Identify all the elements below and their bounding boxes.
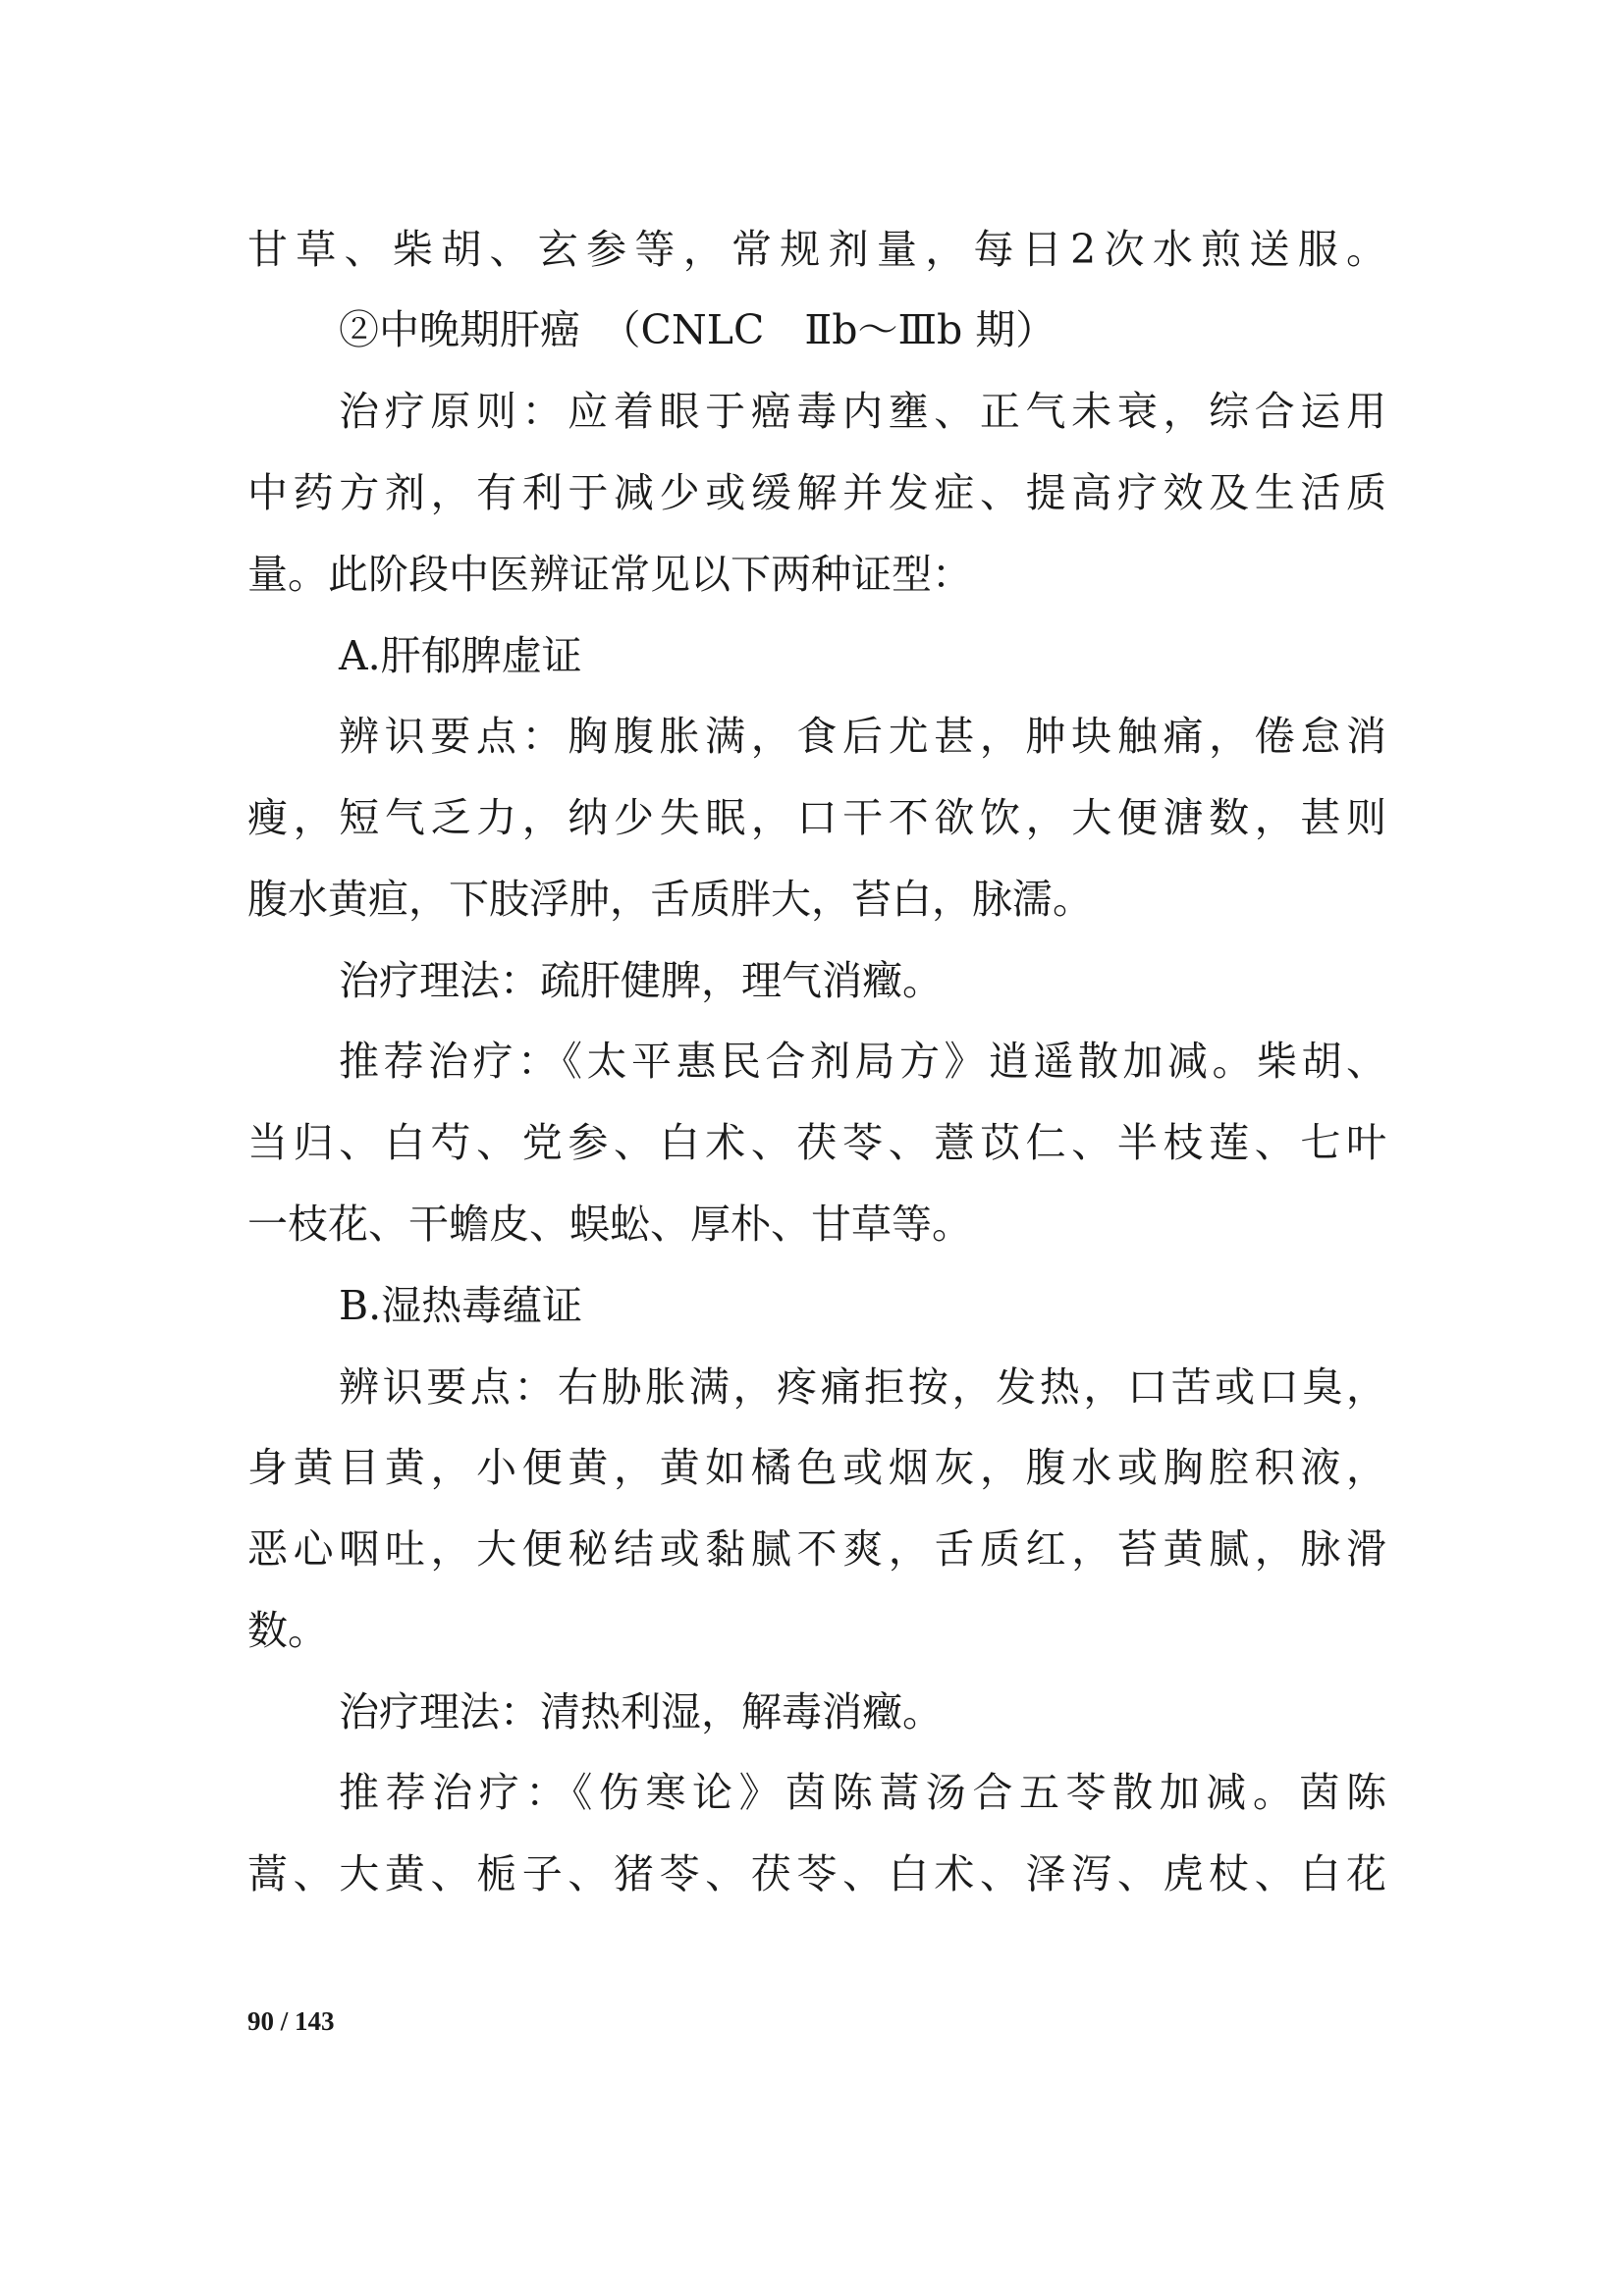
text-line-17: 恶心咽吐，大便秘结或黏腻不爽，舌质红，苔黄腻，脉滑 xyxy=(247,1525,1386,1573)
text-line-15: 辨识要点：右胁胀满，疼痛拒按，发热，口苦或口臭， xyxy=(339,1363,1386,1411)
text-line-8: 瘦，短气乏力，纳少失眠，口干不欲饮，大便溏数，甚则 xyxy=(247,794,1386,841)
text-line-18: 数。 xyxy=(247,1607,328,1654)
text-line-10: 治疗理法：疏肝健脾，理气消癥。 xyxy=(339,957,943,1004)
section-heading-advanced-liver-cancer: ②中晚期肝癌 （CNLC Ⅱb～Ⅲb 期） xyxy=(339,306,1056,353)
text-line-13: 一枝花、干蟾皮、蜈蚣、厚朴、甘草等。 xyxy=(247,1201,972,1248)
text-line-20: 推荐治疗：《伤寒论》茵陈蒿汤合五苓散加减。茵陈 xyxy=(339,1769,1386,1816)
text-line-5: 量。此阶段中医辨证常见以下两种证型： xyxy=(247,551,972,598)
subheading-type-b: B.湿热毒蕴证 xyxy=(339,1282,583,1329)
text-line-16: 身黄目黄，小便黄，黄如橘色或烟灰，腹水或胸腔积液， xyxy=(247,1444,1386,1491)
text-line-7: 辨识要点：胸腹胀满，食后尤甚，肿块触痛，倦怠消 xyxy=(339,713,1386,760)
text-line-9: 腹水黄疸，下肢浮肿，舌质胖大，苔白，脉濡。 xyxy=(247,876,1093,923)
subheading-type-a: A.肝郁脾虚证 xyxy=(339,632,582,679)
text-line-3: 治疗原则：应着眼于癌毒内壅、正气未衰，综合运用 xyxy=(339,388,1386,435)
text-line-4: 中药方剂，有利于减少或缓解并发症、提高疗效及生活质 xyxy=(247,469,1386,516)
text-line-11: 推荐治疗：《太平惠民合剂局方》逍遥散加减。柴胡、 xyxy=(339,1038,1386,1085)
text-line-19: 治疗理法：清热利湿，解毒消癥。 xyxy=(339,1688,943,1735)
text-line-21: 蒿、大黄、栀子、猪苓、茯苓、白术、泽泻、虎杖、白花 xyxy=(247,1850,1386,1897)
text-line-12: 当归、白芍、党参、白术、茯苓、薏苡仁、半枝莲、七叶 xyxy=(247,1119,1386,1166)
page-number: 90 / 143 xyxy=(247,2006,335,2036)
text-line-1: 甘草、柴胡、玄参等，常规剂量，每日2次水煎送服。 xyxy=(247,226,1386,273)
